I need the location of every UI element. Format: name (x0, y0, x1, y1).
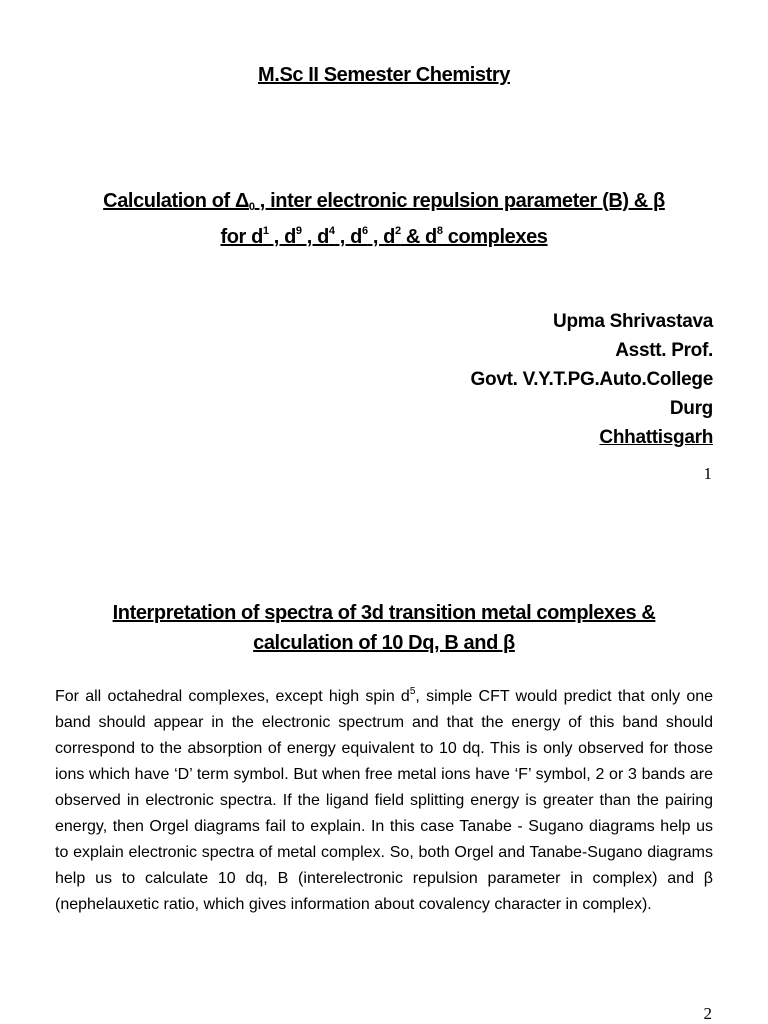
body-text: For all octahedral complexes, except high spin d (55, 688, 410, 705)
subtitle-line-2 (0, 222, 768, 252)
superscript: 5 (409, 686, 416, 697)
subtitle-text: complexes (442, 226, 548, 248)
slide-page-2 (0, 500, 768, 1024)
subtitle-text: , d (367, 226, 395, 248)
superscript: 4 (328, 225, 335, 237)
author-state: Chhattisgarh (599, 427, 713, 448)
superscript: 1 (262, 225, 269, 237)
subtitle-text: , inter electronic repulsion parameter (B) & β (254, 190, 665, 212)
subtitle-text: , d (301, 226, 329, 248)
subtitle-text: for d (220, 226, 263, 248)
slide-page-1 (0, 0, 768, 500)
subtitle-line-1 (0, 186, 768, 222)
section-title-line-1: Interpretation of spectra of 3d transition metal complexes & (112, 602, 656, 624)
subtitle-text: & d (400, 226, 437, 248)
subtitle-text: Calculation of Δ (103, 190, 249, 212)
subtitle-text: , d (268, 226, 296, 248)
body-paragraph (55, 684, 713, 918)
subtitle-text: , d (334, 226, 362, 248)
superscript: 6 (361, 225, 368, 237)
author-name: Upma Shrivastava (553, 311, 713, 332)
subtitle (0, 186, 768, 252)
author-institution: Govt. V.Y.T.PG.Auto.College (470, 369, 713, 390)
page-number: 2 (703, 1004, 712, 1023)
page-title: M.Sc II Semester Chemistry (258, 64, 510, 86)
superscript: 2 (394, 225, 401, 237)
author-city: Durg (669, 398, 713, 419)
section-title-line-2: calculation of 10 Dq, B and β (253, 632, 515, 654)
author-block (471, 307, 713, 452)
body-text: , simple CFT would predict that only one band should appear in the electronic spectrum and that the energy of this band should correspond to the absorption of energy equivalent to 10 dq. This is only observed for those ions which have ‘D’ term symbol. But when free metal ions have ‘F’ symbol, 2 or 3 bands are observed in electronic spectra. If the ligand field splitting energy is greater than the pairing energy, then Orgel diagrams fail to explain. In this case Tanabe - Sugano diagrams help us to explain electronic spectra of metal complex. So, both Orgel and Tanabe-Sugano diagrams help us to calculate 10 dq, B (interelectronic repulsion parameter in complex) and β (nephelauxetic ratio, which gives information about covalency character in complex). (55, 688, 714, 913)
subtitle-subscript: 0 (248, 201, 255, 213)
section-title (0, 598, 768, 658)
page-number: 1 (703, 464, 712, 483)
superscript: 9 (295, 225, 302, 237)
superscript: 8 (436, 225, 443, 237)
author-position: Asstt. Prof. (615, 340, 713, 361)
